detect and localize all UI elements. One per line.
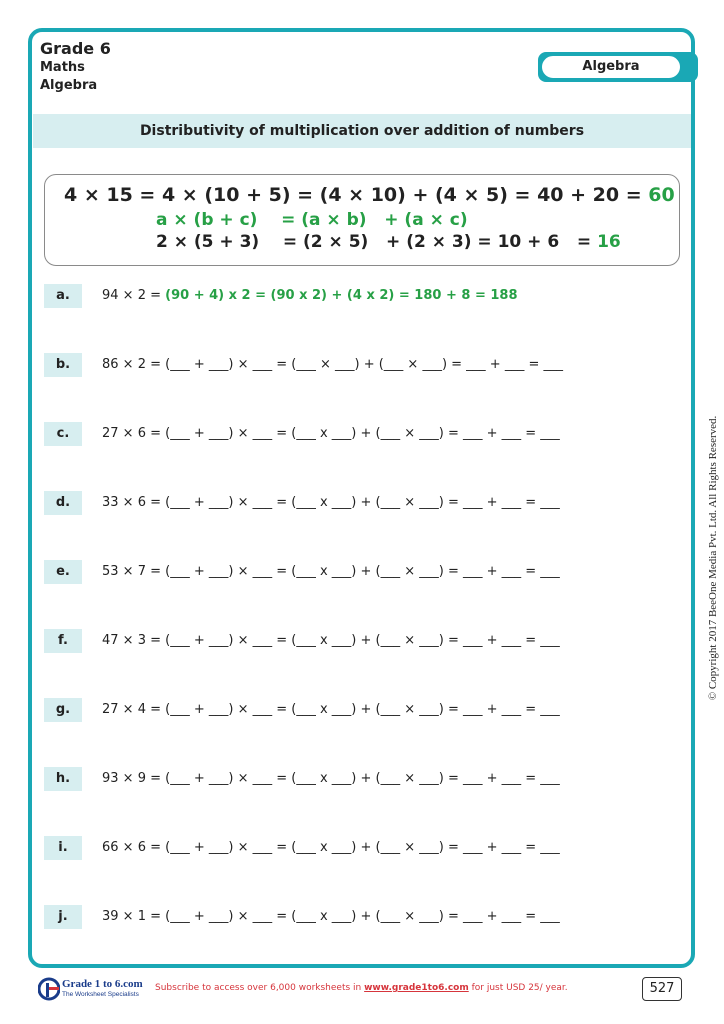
footer-link[interactable]: www.grade1to6.com: [364, 983, 469, 993]
problem-label: f.: [44, 629, 82, 653]
problem-question: 27 × 4 =: [102, 702, 166, 717]
problem-label: b.: [44, 353, 82, 377]
copyright-text: © Copyright 2017 BeeOne Media Pvt. Ltd. All Rights Reserved.: [707, 415, 719, 701]
example-line-3-text: 2 × (5 + 3) = (2 × 5) + (2 × 3) = 10 + 6 =: [156, 232, 598, 252]
example-line-2: a × (b + c) = (a × b) + (a × c): [156, 210, 468, 230]
problem-equation: [102, 353, 563, 377]
problem-label: g.: [44, 698, 82, 722]
logo-name: Grade 1 to 6.com: [62, 978, 143, 990]
problem-question: 94 × 2 =: [102, 288, 166, 303]
problem-blank-template: (___ + ___) × ___ = (___ x ___) + (___ × ___) = ___ + ___ = ___: [165, 840, 560, 855]
problem-equation: [102, 284, 518, 308]
problem-equation: [102, 905, 560, 929]
problem-question: 86 × 2 =: [102, 357, 166, 372]
problem-question: 27 × 6 =: [102, 426, 166, 441]
topic-label: Algebra: [40, 78, 98, 93]
problem-label: i.: [44, 836, 82, 860]
problem-equation: [102, 629, 560, 653]
example-line-1: [64, 184, 675, 206]
problem-equation: [102, 698, 560, 722]
problem-equation: [102, 836, 560, 860]
problem-blank-template: (___ + ___) × ___ = (___ x ___) + (___ × ___) = ___ + ___ = ___: [165, 702, 560, 717]
example-line-3: [156, 232, 621, 252]
problem-blank-template: (___ + ___) × ___ = (___ × ___) + (___ × ___) = ___ + ___ = ___: [165, 357, 563, 372]
problem-blank-template: (___ + ___) × ___ = (___ x ___) + (___ × ___) = ___ + ___ = ___: [165, 909, 560, 924]
example-line-1-result: 60: [648, 184, 675, 206]
problem-question: 33 × 6 =: [102, 495, 166, 510]
problem-question: 66 × 6 =: [102, 840, 166, 855]
footer-text-after: for just USD 25/ year.: [468, 983, 568, 993]
problem-label: e.: [44, 560, 82, 584]
problem-blank-template: (___ + ___) × ___ = (___ x ___) + (___ × ___) = ___ + ___ = ___: [165, 564, 560, 579]
problem-question: 53 × 7 =: [102, 564, 166, 579]
problem-equation: [102, 422, 560, 446]
example-line-1-text: 4 × 15 = 4 × (10 + 5) = (4 × 10) + (4 × 5) = 40 + 20 =: [64, 184, 649, 206]
problem-blank-template: (___ + ___) × ___ = (___ x ___) + (___ × ___) = ___ + ___ = ___: [165, 633, 560, 648]
logo-g-icon: [38, 977, 60, 1001]
problem-question: 47 × 3 =: [102, 633, 166, 648]
problem-equation: [102, 491, 560, 515]
problem-question: 39 × 1 =: [102, 909, 166, 924]
footer-text-before: Subscribe to access over 6,000 worksheets in: [155, 983, 365, 993]
grade-heading: Grade 6: [40, 39, 111, 58]
example-line-3-result: 16: [597, 232, 621, 252]
problem-blank-template: (___ + ___) × ___ = (___ x ___) + (___ × ___) = ___ + ___ = ___: [165, 426, 560, 441]
problem-equation: [102, 560, 560, 584]
problem-blank-template: (___ + ___) × ___ = (___ x ___) + (___ × ___) = ___ + ___ = ___: [165, 495, 560, 510]
site-logo[interactable]: [38, 977, 148, 1001]
problem-answer: (90 + 4) x 2 = (90 x 2) + (4 x 2) = 180 + 8 = 188: [165, 288, 518, 303]
problem-label: a.: [44, 284, 82, 308]
worksheet-title: Distributivity of multiplication over addition of numbers: [33, 114, 691, 148]
problem-blank-template: (___ + ___) × ___ = (___ x ___) + (___ × ___) = ___ + ___ = ___: [165, 771, 560, 786]
page-number: 527: [642, 977, 682, 1001]
topic-tag: Algebra: [541, 55, 681, 79]
problem-label: h.: [44, 767, 82, 791]
logo-tagline: The Worksheet Specialists: [62, 991, 139, 998]
footer-subscribe: [155, 983, 568, 993]
problem-equation: [102, 767, 560, 791]
problem-label: c.: [44, 422, 82, 446]
problem-label: j.: [44, 905, 82, 929]
subject-label: Maths: [40, 60, 85, 75]
copyright-notice: [706, 402, 720, 714]
problem-label: d.: [44, 491, 82, 515]
problem-question: 93 × 9 =: [102, 771, 166, 786]
